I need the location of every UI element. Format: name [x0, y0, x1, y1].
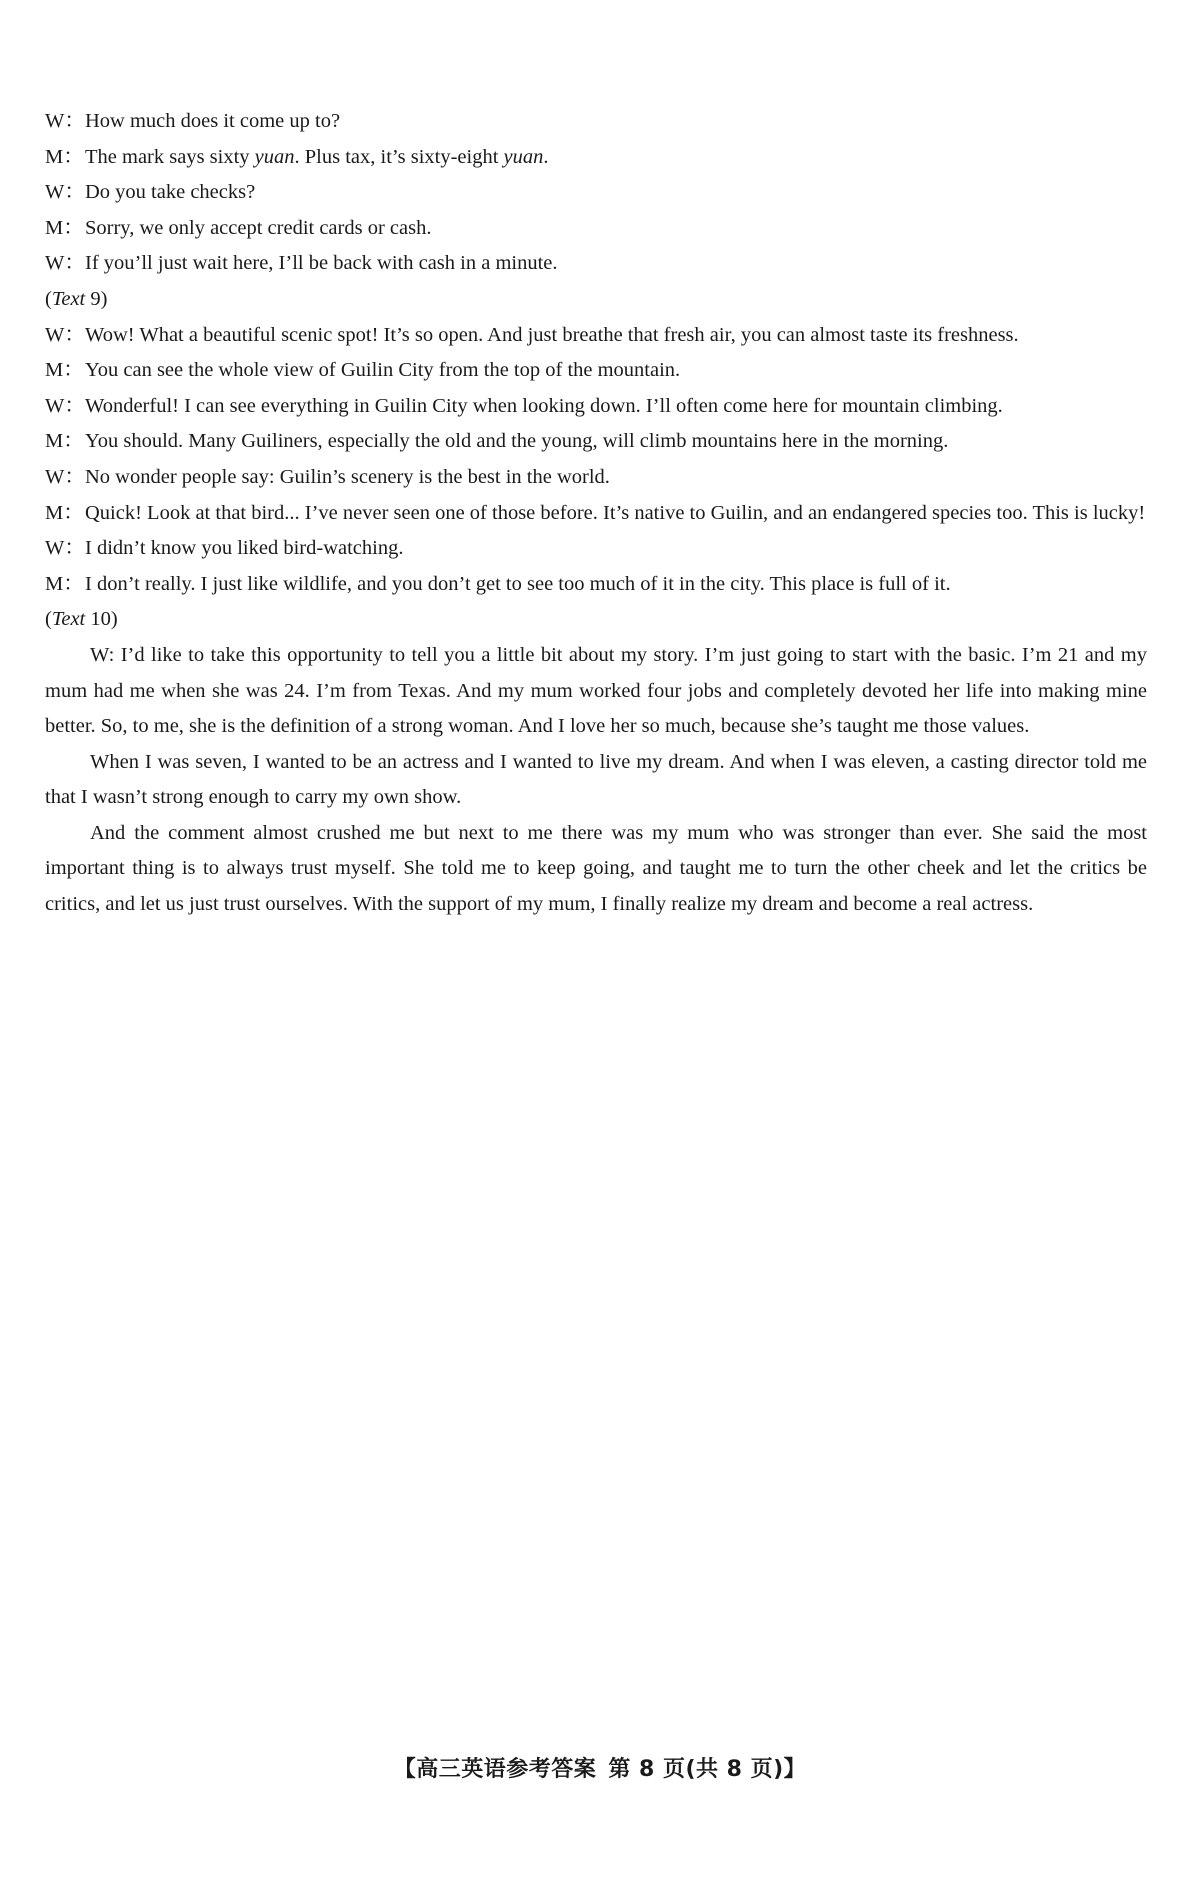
dialogue-line	[45, 104, 1147, 140]
speaker-label: M：	[45, 430, 84, 453]
dialogue-text: If you’ll just wait here, I’ll be back with cash in a minute.	[85, 252, 558, 275]
dialogue-text: How much does it come up to?	[85, 110, 341, 132]
speaker-label: W：	[45, 252, 85, 275]
dialogue-text: I didn’t know you liked bird-watching.	[85, 537, 404, 560]
speaker-label: M：	[45, 145, 84, 168]
speaker-label: W：	[45, 465, 85, 488]
dialogue-text: Do you take checks?	[85, 181, 256, 204]
section-marker-text-10: (Text 10)	[45, 608, 118, 631]
dialogue-text: You can see the whole view of Guilin City from the top of the mountain.	[85, 359, 681, 382]
currency-word: yuan	[503, 145, 544, 168]
currency-word: yuan	[254, 145, 295, 168]
speaker-label: M：	[45, 216, 84, 239]
speaker-label: M：	[45, 572, 84, 595]
monologue-paragraph: When I was seven, I wanted to be an actress and I wanted to live my dream. And when I was eleven, a casting director told me that I wasn’t strong enough to carry my own show.	[45, 750, 1147, 809]
dialogue-text: Wow! What a beautiful scenic spot! It’s so open. And just breathe that fresh air, you can almost taste its freshness.	[85, 323, 1019, 346]
monologue-paragraph: W: I’d like to take this opportunity to tell you a little bit about my story. I’m just going to start with the basic. I’m 21 and my mum had me when she was 24. I’m from Texas. And my mum worked four jobs and completely devoted her life into making mine better. So, to me, she is the definition of a strong woman. And I love her so much, because she’s taught me those values.	[45, 643, 1147, 738]
dialogue-line	[45, 460, 1147, 496]
dialogue-text: .	[543, 145, 549, 168]
dialogue-line	[45, 246, 1147, 282]
dialogue-line	[45, 496, 1147, 532]
dialogue-text: The mark says sixty	[85, 145, 255, 168]
dialogue-text: . Plus tax, it’s sixty-eight	[294, 145, 504, 168]
dialogue-line	[45, 140, 1147, 176]
dialogue-line	[45, 424, 1147, 460]
dialogue-line	[45, 211, 1147, 247]
dialogue-line	[45, 353, 1147, 389]
page-number: 第 8 页(共 8 页)】	[608, 1757, 807, 1782]
dialogue-text: I don’t really. I just like wildlife, and you don’t get to see too much of it in the city. This place is full of it.	[85, 572, 951, 595]
page-footer	[0, 1752, 1200, 1783]
speaker-label: M：	[45, 359, 84, 382]
dialogue-text: No wonder people say: Guilin’s scenery is the best in the world.	[85, 465, 610, 488]
dialogue-line	[45, 318, 1147, 354]
speaker-label: W：	[45, 394, 85, 417]
dialogue-line	[45, 175, 1147, 211]
dialogue-line	[45, 567, 1147, 603]
speaker-label: M：	[45, 501, 84, 524]
dialogue-line	[45, 389, 1147, 425]
section-marker-text-9: (Text 9)	[45, 287, 108, 310]
dialogue-text: You should. Many Guiliners, especially the old and the young, will climb mountains here in the morning.	[85, 430, 949, 453]
document-body	[45, 104, 1147, 923]
dialogue-text: Quick! Look at that bird... I’ve never seen one of those before. It’s native to Guilin, and an endangered species too. This is lucky!	[85, 501, 1146, 524]
monologue-paragraph: And the comment almost crushed me but next to me there was my mum who was stronger than ever. She said the most important thing is to always trust myself. She told me to keep going, and taught me to turn the other cheek and let the critics be critics, and let us just trust ourselves. With the support of my mum, I finally realize my dream and become a real actress.	[45, 821, 1147, 916]
dialogue-text: Wonderful! I can see everything in Guilin City when looking down. I’ll often come here for mountain climbing.	[85, 394, 1003, 417]
speaker-label: W：	[45, 323, 85, 346]
dialogue-text: Sorry, we only accept credit cards or cash.	[85, 216, 432, 239]
footer-title: 【高三英语参考答案	[393, 1757, 597, 1782]
speaker-label: W：	[45, 537, 85, 560]
dialogue-line	[45, 531, 1147, 567]
speaker-label: W：	[45, 110, 85, 132]
speaker-label: W：	[45, 181, 85, 204]
